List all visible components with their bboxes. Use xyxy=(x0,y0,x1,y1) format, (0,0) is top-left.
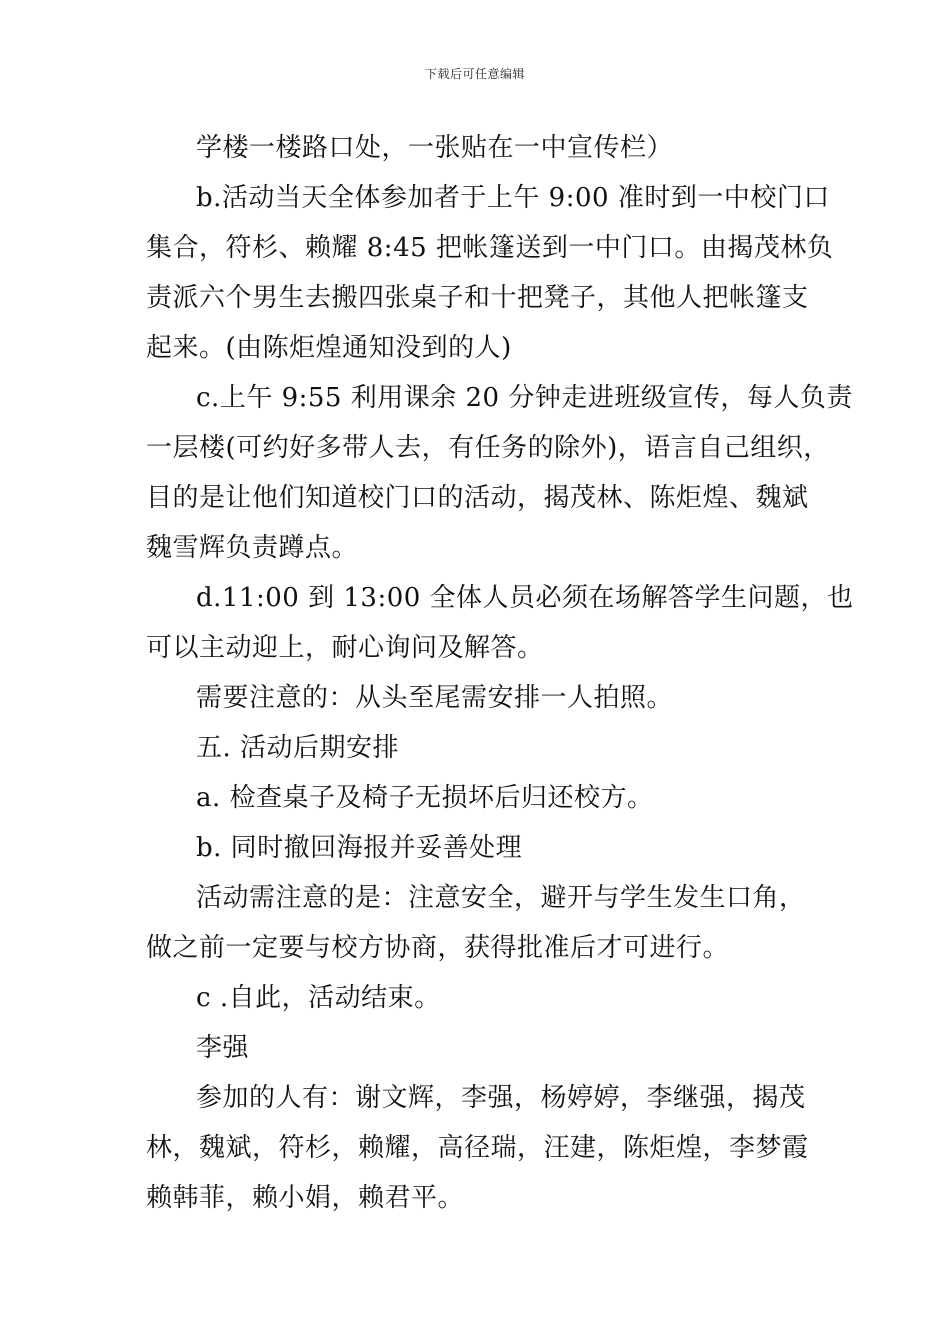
text-line: 可以主动迎上，耐心询问及解答。 xyxy=(146,633,544,663)
text-line: 目的是让他们知道校门口的活动，揭茂林、陈炬煌、魏斌 xyxy=(146,483,809,513)
text-line: 赖韩菲，赖小娟，赖君平。 xyxy=(146,1183,465,1213)
text-line: 需要注意的：从头至尾需安排一人拍照。 xyxy=(196,683,674,713)
text-line: 集合，符杉、赖耀 8:45 把帐篷送到一中门口。由揭茂林负 xyxy=(146,233,834,263)
text-line: b. 同时撤回海报并妥善处理 xyxy=(196,833,523,863)
text-line: 责派六个男生去搬四张桌子和十把凳子，其他人把帐篷支 xyxy=(146,283,809,313)
text-line: d.11:00 到 13:00 全体人员必须在场解答学生问题，也 xyxy=(196,583,854,613)
text-line: a. 检查桌子及椅子无损坏后归还校方。 xyxy=(196,783,654,813)
text-line: 林，魏斌，符杉，赖耀，高径瑞，汪建，陈炬煌，李梦霞 xyxy=(146,1133,809,1163)
author-name: 李强 xyxy=(196,1033,250,1063)
page-header: 下载后可任意编辑 xyxy=(424,67,525,81)
text-line: 活动需注意的是：注意安全，避开与学生发生口角， xyxy=(196,883,806,913)
text-line: 一层楼(可约好多带人去，有任务的除外)，语言自己组织， xyxy=(146,433,830,463)
text-line: 起来。(由陈炬煌通知没到的人) xyxy=(146,333,512,363)
text-line: b.活动当天全体参加者于上午 9:00 准时到一中校门口 xyxy=(196,183,830,213)
text-line: 做之前一定要与校方协商，获得批准后才可进行。 xyxy=(146,933,730,963)
text-line: c .自此，活动结束。 xyxy=(196,983,441,1013)
text-line: c.上午 9:55 利用课余 20 分钟走进班级宣传，每人负责 xyxy=(196,383,853,413)
text-line: 参加的人有：谢文辉，李强，杨婷婷，李继强，揭茂 xyxy=(196,1083,806,1113)
text-line: 魏雪辉负责蹲点。 xyxy=(146,533,359,563)
text-line: 学楼一楼路口处，一张贴在一中宣传栏） xyxy=(196,133,674,163)
section-heading: 五. 活动后期安排 xyxy=(196,733,400,763)
